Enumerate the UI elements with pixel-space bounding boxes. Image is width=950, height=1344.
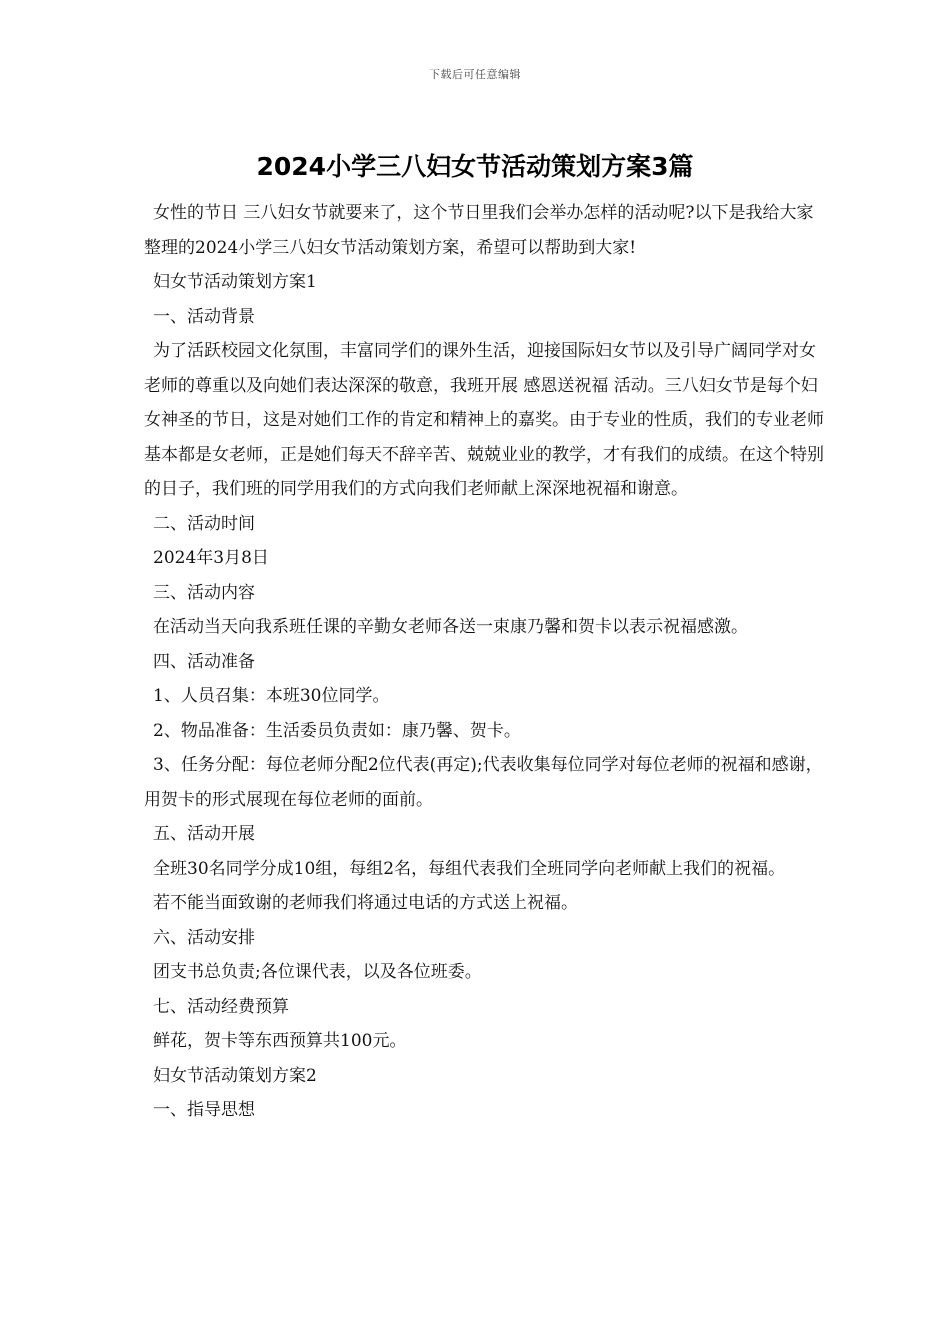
plan-1-heading: 妇女节活动策划方案1: [153, 272, 317, 292]
section-heading-background: 一、活动背景: [153, 306, 255, 327]
section-heading-budget: 七、活动经费预算: [153, 996, 289, 1017]
document-body: [144, 196, 824, 1128]
document-title: 2024小学三八妇女节活动策划方案3篇: [256, 152, 694, 181]
preparation-item-1: 1、人员召集：本班30位同学。: [153, 686, 390, 706]
preparation-item-2: 2、物品准备：生活委员负责如：康乃馨、贺卡。: [153, 720, 521, 741]
execution-paragraph: 全班30名同学分成10组，每组2名，每组代表我们全班同学向老师献上我们的祝福。: [153, 858, 786, 879]
budget-paragraph: 鲜花，贺卡等东西预算共100元。: [153, 1031, 407, 1051]
execution-note: 若不能当面致谢的老师我们将通过电话的方式送上祝福。: [153, 893, 578, 913]
activity-date: 2024年3月8日: [153, 548, 269, 568]
section-heading-time: 二、活动时间: [153, 513, 255, 534]
section-heading-preparation: 四、活动准备: [153, 651, 255, 672]
intro-paragraph: 女性的节日 三八妇女节就要来了，这个节日里我们会举办怎样的活动呢?以下是我给大家整理的2024小学三八妇女节活动策划方案，希望可以帮助到大家!: [144, 203, 814, 258]
section-heading-arrangement: 六、活动安排: [153, 927, 255, 948]
arrangement-paragraph: 团支书总负责;各位课代表，以及各位班委。: [153, 962, 482, 982]
content-paragraph: 在活动当天向我系班任课的辛勤女老师各送一束康乃馨和贺卡以表示祝福感激。: [153, 617, 748, 637]
section-heading-content: 三、活动内容: [153, 582, 255, 603]
section-heading-guiding-ideas: 一、指导思想: [153, 1100, 255, 1120]
preparation-item-3: 3、任务分配：每位老师分配2位代表(再定);代表收集每位同学对每位老师的祝福和感谢，用贺卡的形式展现在每位老师的面前。: [144, 755, 823, 810]
plan-2-heading: 妇女节活动策划方案2: [153, 1065, 317, 1086]
background-paragraph: 为了活跃校园文化氛围，丰富同学们的课外生活，迎接国际妇女节以及引导广阔同学对女老师的尊重以及向她们表达深深的敬意，我班开展 感恩送祝福 活动。三八妇女节是每个妇女神圣的节日，这是对她们工作的肯定和精神上的嘉奖。由于专业的性质，我们的专业老师基本都是女老师，正是她们每天不辞辛苦、兢兢业业的教学，才有我们的成绩。在这个特别的日子，我们班的同学用我们的方式向我们老师献上深深地祝福和谢意。: [144, 341, 824, 499]
section-heading-execution: 五、活动开展: [153, 824, 255, 844]
page-header-note: 下载后可任意编辑: [429, 68, 521, 81]
